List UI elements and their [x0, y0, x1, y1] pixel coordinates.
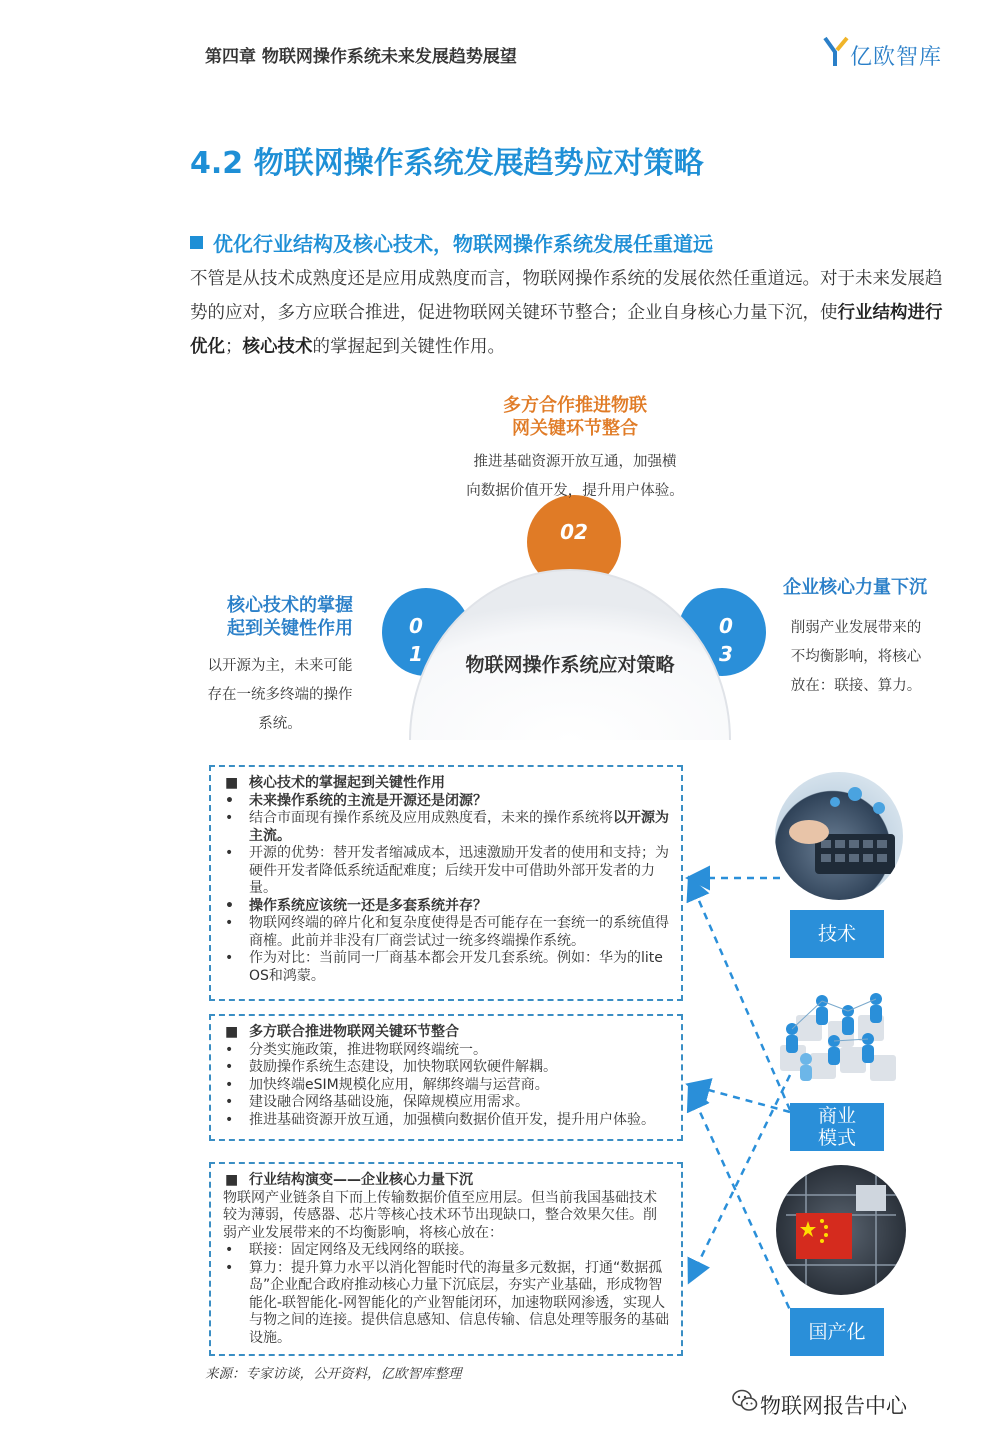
box-heading: ■ 核心技术的掌握起到关键性作用: [225, 775, 445, 791]
box-item: • 鼓励操作系统生态建设，加快物联网软硬件解耦。: [225, 1059, 557, 1075]
box-item: • 建设融合网络基础设施，保障规模应用需求。: [225, 1094, 529, 1110]
left-desc-2: 存在一统多终端的操作: [207, 687, 353, 703]
top-title-2: 网关键环节整合: [512, 418, 638, 439]
num-02: 02: [560, 520, 588, 544]
box-item: • 作为对比：当前同一厂商基本都会开发几套系统。例如：华为的lite OS和鸿蒙。: [225, 950, 663, 984]
num-01-a: 0: [409, 614, 423, 638]
num-03-a: 0: [719, 614, 733, 638]
keyboard-icon: [775, 772, 903, 900]
tag-localization: 国产化: [790, 1308, 884, 1356]
tag-business-2: 模式: [817, 1127, 856, 1149]
box-item: • 算力：提升算力水平以消化智能时代的海量多元数据，打通“数据孤岛”企业配合政府推动核心力量下沉底层，夯实产业基础，形成物智能化-联智能化-网智能化的产业智能闭环，加速物联网渗透，实现人与物之间的连接。提供信息感知、信息传输、信息处理等服务的基础设施。: [225, 1259, 669, 1346]
right-desc-1: 削弱产业发展带来的: [790, 620, 922, 636]
top-desc-1: 推进基础资源开放互通，加强横: [473, 454, 677, 470]
box-item: • 推进基础资源开放互通，加强横向数据价值开发，提升用户体验。: [225, 1111, 655, 1128]
para-bold: 核心技术: [242, 337, 313, 357]
para-text: 的掌握起到关键性作用。: [312, 337, 505, 357]
num-03: [714, 612, 738, 668]
chapter-title: 第四章 物联网操作系统未来发展趋势展望: [205, 47, 517, 67]
people-network-icon: [772, 975, 904, 1090]
num-01: [404, 612, 428, 668]
left-desc-3: 系统。: [258, 716, 302, 732]
right-desc-2: 不均衡影响，将核心: [790, 649, 922, 665]
section-title: 4.2 物联网操作系统发展趋势应对策略: [190, 146, 704, 181]
right-title: 企业核心力量下沉: [783, 577, 927, 598]
chip-flag-icon: [776, 1165, 906, 1295]
tag-business-1: 商业: [817, 1105, 856, 1127]
business-graphic: [772, 975, 904, 1090]
left-desc-1: 以开源为主，未来可能: [207, 658, 353, 674]
box-core-tech: [209, 765, 683, 1001]
box-question: • 未来操作系统的主流是开源还是闭源？: [225, 792, 487, 809]
para-sep: ；: [225, 337, 243, 357]
box-question: • 操作系统应该统一还是多套系统并存？: [225, 897, 487, 914]
subtitle-text: 优化行业结构及核心技术，物联网操作系统发展任重道远: [213, 232, 713, 256]
box-item: • 分类实施政策，推进物联网终端统一。: [225, 1041, 487, 1058]
box-item: • 联接：固定网络及无线网络的联接。: [225, 1242, 473, 1258]
left-title-1: 核心技术的掌握: [227, 595, 353, 616]
tech-photo: [775, 772, 903, 900]
para-text: 不管是从技术成熟度还是应用成熟度而言，物联网操作系统的发展依然任重道远。对于未来发展趋势的应对，多方应联合推进，促进物联网关键环节整合；企业自身核心力量下沉，使: [190, 269, 943, 323]
box-heading: ■ 多方联合推进物联网关键环节整合: [225, 1024, 459, 1040]
top-title-1: 多方合作推进物联: [503, 395, 647, 416]
box-item: • 加快终端eSIM规模化应用，解绑终端与运营商。: [225, 1076, 549, 1093]
tag-tech: 技术: [790, 910, 884, 958]
box-structure: [209, 1162, 683, 1356]
box-integration: [209, 1014, 683, 1141]
num-03-b: 3: [719, 642, 733, 666]
top-title: [470, 394, 680, 440]
logo-text: 亿欧智库: [850, 45, 943, 70]
box-heading: ■ 行业结构演变——企业核心力量下沉: [225, 1172, 473, 1188]
left-desc: [190, 652, 370, 739]
watermark: 物联网报告中心: [760, 1394, 907, 1418]
box-paragraph: 物联网产业链条自下而上传输数据价值至应用层。但当前我国基础技术较为薄弱，传感器、芯片等核心技术环节出现缺口，整合效果欠佳。削弱产业发展带来的不均衡影响，将核心放在：: [223, 1189, 657, 1241]
right-desc-3: 放在：联接、算力。: [790, 678, 922, 694]
para-bold: 行业结构进行优化: [190, 303, 943, 357]
chip-photo: [776, 1165, 906, 1295]
top-desc-2: 向数据价值开发，提升用户体验。: [466, 483, 684, 499]
box-item: • 结合市面现有操作系统及应用成熟度看，未来的操作系统将以开源为主流。: [225, 810, 669, 844]
left-title: [200, 594, 380, 640]
box-item: • 开源的优势：替开发者缩减成本，迅速激励开发者的使用和支持；为硬件开发者降低系统适配难度；后续开发中可借助外部开发者的力量。: [225, 845, 669, 896]
right-desc: [776, 614, 936, 701]
box-item: • 物联网终端的碎片化和复杂度使得是否可能存在一套统一的系统值得商榷。此前并非没有厂商尝试过一统多终端操作系统。: [225, 915, 669, 949]
tag-business: [790, 1103, 884, 1151]
top-desc: [440, 448, 710, 506]
center-label: 物联网操作系统应对策略: [465, 654, 675, 676]
source-note: 来源：专家访谈，公开资料，亿欧智库整理: [205, 1366, 462, 1382]
left-title-2: 起到关键性作用: [227, 618, 353, 639]
num-01-b: 1: [409, 642, 423, 666]
wechat-icon: [732, 1388, 758, 1418]
